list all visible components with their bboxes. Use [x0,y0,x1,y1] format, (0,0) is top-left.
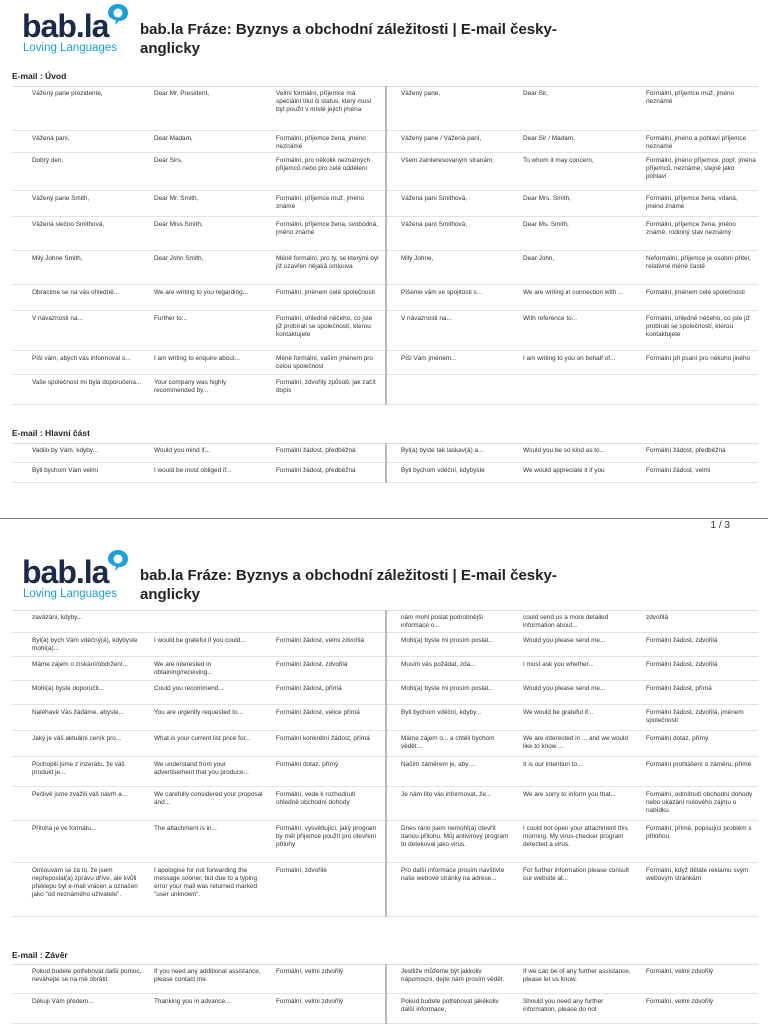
english-phrase: What is your current list price for... [154,735,251,742]
czech-phrase: Jestliže můžeme být jakkoliv nápomocni, dejte nám prosím vědět. [401,968,505,983]
usage-note: Formální žádost, zdvořilá, jménem společnosti [646,709,744,724]
czech-phrase: Dobrý den, [32,157,64,164]
czech-phrase: Pro další informace prosím navštivte naše webové stránky na adrese... [401,867,505,882]
usage-note: Formální, velmi zdvořilý [276,968,344,975]
czech-phrase: Vážený pane Smith, [32,195,90,202]
usage-note: Formální, odmítnutí obchodní dohody nebo ukázání nulového zájmu o nabídku [646,791,753,814]
usage-note: Formální, jménem celé společnosti [276,289,375,296]
english-phrase: Dear Sir / Madam, [523,135,575,142]
babla-logo[interactable] [22,6,132,58]
english-phrase: We understand from your advertisement that you produce... [154,761,249,776]
english-phrase: It is our intention to... [523,761,583,768]
phrase-table-hlavni [12,443,758,483]
czech-phrase: Byli bychom vděční, kdybyste [401,467,485,474]
english-phrase: Dear Madam, [154,135,193,142]
czech-phrase: Milý Johne, [401,255,434,262]
czech-phrase: Vážená paní Smithová, [401,195,468,202]
czech-phrase: Děkuji Vám předem... [32,998,94,1005]
phrase-table-uvod [12,86,758,405]
babla-logo[interactable] [22,552,132,604]
usage-note: Formální, vysvětlující, jaký program by měl příjemce použít pro otevření přílohy [276,825,377,848]
usage-note: Formální, vede k rozhodnutí ohledně obchodní dohody [276,791,356,806]
section-label-hlavni: E-mail : Hlavní část [12,428,90,438]
page-number: 1 / 3 [710,520,730,531]
column-divider [385,964,387,1024]
english-phrase: The attachment is in... [154,825,217,832]
czech-phrase: Musím vás požádat, zda... [401,661,476,668]
section-label-uvod: E-mail : Úvod [12,71,67,81]
english-phrase: Dear Miss Smith, [154,221,203,228]
czech-phrase: Všem zainteresovaným stranám, [401,157,495,164]
usage-note: Formální, velmi zdvořilý [276,998,344,1005]
english-phrase: I would be most obliged if... [154,467,232,474]
czech-phrase: Příloha je ve formátu... [32,825,97,832]
section-label-zaver: E-mail : Závěr [12,950,68,960]
czech-phrase: V návaznosti na... [401,315,452,322]
english-phrase: We would appreciate it if you [523,467,605,474]
english-phrase: If you need any additional assistance, please contact me. [154,968,261,983]
usage-note: Formální dotaz, přímý [276,761,339,768]
usage-note: Formální, jméno a pohlaví příjemce neznámé [646,135,747,150]
czech-phrase: nám mohl poslat podrobnější informace o... [401,614,484,629]
english-phrase: Thanking you in advance... [154,998,231,1005]
czech-phrase: Milý Johne Smith, [32,255,83,262]
english-phrase: Dear John Smith, [154,255,204,262]
czech-phrase: Vážená paní, [32,135,70,142]
czech-phrase: Mohl(a) byste doporučit... [32,685,105,692]
english-phrase: I am writing to you on behalf of... [523,355,616,362]
usage-note: Formální dotaz, přímý [646,735,709,742]
usage-note: Formální žádost, předběžná [646,447,726,454]
logo-tagline: Loving Languages [23,588,117,600]
usage-note: Formální žádost, zdvořilá [276,661,348,668]
czech-phrase: Vážená slečno Smithová, [32,221,105,228]
usage-note: Formální žádost, velice přímá [276,709,360,716]
usage-note: Formální, příjemce žena, svobodná, jméno známé [276,221,378,236]
english-phrase: Your company was highly recommended by... [154,379,227,394]
usage-note: Formální žádost, přímá [646,685,712,692]
english-phrase: I apologise for not forwarding the message sooner, but due to a typing error your mail was returned marked "user unknown". [154,867,258,898]
english-phrase: We would be grateful if... [523,709,594,716]
english-phrase: Dear Sir, [523,90,548,97]
usage-note: Formální žádost, velmi zdvořilá [276,637,365,644]
usage-note: Formální žádost, velmi [646,467,711,474]
usage-note: Méně formální, vaším jménem pro celou společnost [276,355,373,370]
english-phrase: You are urgently requested to... [154,709,243,716]
usage-note: zdvořilá [646,614,669,621]
page-header-1 [0,0,768,70]
english-phrase: Further to... [154,315,188,322]
usage-note: Formální, příjemce muž, jméno známé [276,195,365,210]
english-phrase: I would be grateful if you could... [154,637,246,644]
czech-phrase: Máme zájem o získání/obdržení... [32,661,128,668]
czech-phrase: Naléhavě Vás žádáme, abyste... [32,709,125,716]
czech-phrase: Omlouvám se za to, že jsem nepřeposlal(a) zprávu dříve, ale kvůli překlepu byl e-mail vrácen a označen jako "od neznámého uživatele". [32,867,138,898]
czech-phrase: Vážený pane prezidente, [32,90,103,97]
usage-note: Formální žádost, přímá [276,685,342,692]
document-title: bab.la Fráze: Byznys a obchodní záležitosti | E-mail česky-anglicky [140,567,557,603]
english-phrase: could send us a more detailed information about... [523,614,609,629]
czech-phrase: Mohl(a) byste mi prosím poslat... [401,637,494,644]
czech-phrase: Je nám líto vás informovat, že... [401,791,492,798]
english-phrase: Would you mind if... [154,447,211,454]
czech-phrase: zavázáni, kdyby... [32,614,83,621]
czech-phrase: Píšeme vám ve spojitosti s... [401,289,482,296]
usage-note: Neformální, příjemce je osobní přítel, relativně méně časté [646,255,751,270]
czech-phrase: Byli bychom vděční, kdyby... [401,709,482,716]
english-phrase: I must ask you whether... [523,661,594,668]
english-phrase: With reference to... [523,315,577,322]
english-phrase: Should you need any further information, please do not [523,998,604,1013]
czech-phrase: Vadilo by Vám, kdyby... [32,447,98,454]
usage-note: Formální, příjemce žena, vdaná, jméno známé [646,195,738,210]
czech-phrase: Mohl(a) byste mi prosím poslat... [401,685,494,692]
english-phrase: Dear John, [523,255,555,262]
usage-note: Formální, přímé, popisující problém s přílohou [646,825,752,840]
speech-bubble-icon [106,548,130,572]
czech-phrase: Vážený pane, [401,90,441,97]
usage-note: Formální, příjemce žena, jméno známé, rodinný stav neznámý [646,221,736,236]
usage-note: Formální, ohledně něčeho, co jste již probírali se společností, kterou kontaktujete [276,315,373,338]
english-phrase: We are writing to you regarding... [154,289,249,296]
phrase-table-page2 [12,610,758,917]
usage-note: Formální, pro několik neznámých příjemců nebo pro celé oddělení [276,157,371,172]
czech-phrase: Obracíme se na vás ohledně... [32,289,120,296]
english-phrase: We carefully considered your proposal and... [154,791,263,806]
usage-note: Formální, příjemce žena, jméno neznámé [276,135,366,150]
czech-phrase: Pokud budete potřebovat jakékoliv další informace, [401,998,499,1013]
column-divider [385,443,387,483]
column-divider [385,86,387,405]
usage-note: Formální žádost, předběžná [276,467,356,474]
czech-phrase: Vážený pane / Vážená paní, [401,135,482,142]
czech-phrase: Máme zájem o... a chtěli bychom vědět... [401,735,495,750]
english-phrase: Would you be so kind as to... [523,447,605,454]
english-phrase: Dear Mrs. Smith, [523,195,571,202]
czech-phrase: Byl(a) byste tak laskav(á) a... [401,447,484,454]
logo-text: bab.la [22,554,109,590]
english-phrase: We are interested in obtaining/receiving... [154,661,213,676]
usage-note: Formální, zdvořilý způsob, jak začít dopis [276,379,376,394]
czech-phrase: Byl(a) bych Vám vděčný(á), kdybyste mohl(a)... [32,637,138,652]
english-phrase: Dear Mr. Smith, [154,195,199,202]
czech-phrase: Vážená paní Smithová, [401,221,468,228]
document-title: bab.la Fráze: Byznys a obchodní záležitosti | E-mail česky-anglicky [140,21,557,57]
usage-note: Formální, příjemce muž, jméno neznámé [646,90,735,105]
column-divider [385,610,387,917]
logo-tagline: Loving Languages [23,42,117,54]
english-phrase: We are writing in connection with ... [523,289,624,296]
usage-note: Formální, velmi zdvořilý [646,968,714,975]
english-phrase: For further information please consult our website at... [523,867,629,882]
english-phrase: To whom it may concern, [523,157,594,164]
english-phrase: Dear Sirs, [154,157,183,164]
english-phrase: If we can be of any further assistance, please let us know. [523,968,631,983]
usage-note: Formální, jméno příjemce, popř. jména příjemců, neznámé, stejně jako pohlaví [646,157,756,180]
czech-phrase: Píši vám, abych vás informoval o... [32,355,131,362]
czech-phrase: Naším záměrem je, aby ... [401,761,476,768]
czech-phrase: Pochopili jsme z inzerátu, že váš produkt je... [32,761,125,776]
usage-note: Formální, zdvořilé [276,867,327,874]
usage-note: Formální žádost, předběžná [276,447,356,454]
usage-note: Méně formální, pro ty, se kterými byl již uzavřen nějaká smlouva [276,255,379,270]
usage-note: Formální, velmi zdvořilý [646,998,714,1005]
english-phrase: We are interested in ... and we would like to know ... [523,735,629,750]
usage-note: Formální žádost, zdvořilá [646,661,718,668]
usage-note: Formální, ohledně něčeho, co jste již probírali se společností, kterou kontaktujete [646,315,751,338]
usage-note: Formální, jménem celé společnosti [646,289,745,296]
english-phrase: We are sorry to inform you that... [523,791,616,798]
usage-note: Formální žádost, zdvořilá [646,637,718,644]
czech-phrase: Pokud budete potřebovat další pomoc, neváhejte se na mě obrátit. [32,968,142,983]
speech-bubble-icon [106,2,130,26]
czech-phrase: Byli bychom Vám velmi [32,467,99,474]
czech-phrase: Píši Vám jménem... [401,355,457,362]
english-phrase: Dear Mr. President, [154,90,210,97]
usage-note: Velmi formální, příjemce má speciální titul či status, který musí být použit v místě jejich jména [276,90,372,113]
english-phrase: Dear Ms. Smith, [523,221,569,228]
czech-phrase: Vaše společnost mi byla doporučena... [32,379,142,386]
english-phrase: Would you please send me... [523,685,606,692]
english-phrase: I am writing to enquire about... [154,355,240,362]
page-header-2 [0,546,768,616]
english-phrase: Could you recommend... [154,685,224,692]
czech-phrase: Jaký je váš aktuální ceník pro... [32,735,122,742]
logo-text: bab.la [22,8,109,44]
usage-note: Formální, když děláte reklamu svým webovým stránkám [646,867,749,882]
czech-phrase: V návaznosti na... [32,315,83,322]
usage-note: Formální konkrétní žádost, přímá [276,735,370,742]
page-break [0,518,768,519]
usage-note: Formální při psaní pro někoho jiného [646,355,751,362]
phrase-table-zaver [12,964,758,1024]
usage-note: Formální prohlášení o záměru, přímé [646,761,752,768]
czech-phrase: Pečlivě jsme zvážili váš návrh a... [32,791,128,798]
czech-phrase: Dnes ráno jsem nemohl(a) otevřít danou přílohu. Můj antivirový program to detekoval jako virus. [401,825,509,848]
english-phrase: I could not open your attachment this morning. My virus-checker program detected a virus. [523,825,628,848]
english-phrase: Would you please send me... [523,637,606,644]
